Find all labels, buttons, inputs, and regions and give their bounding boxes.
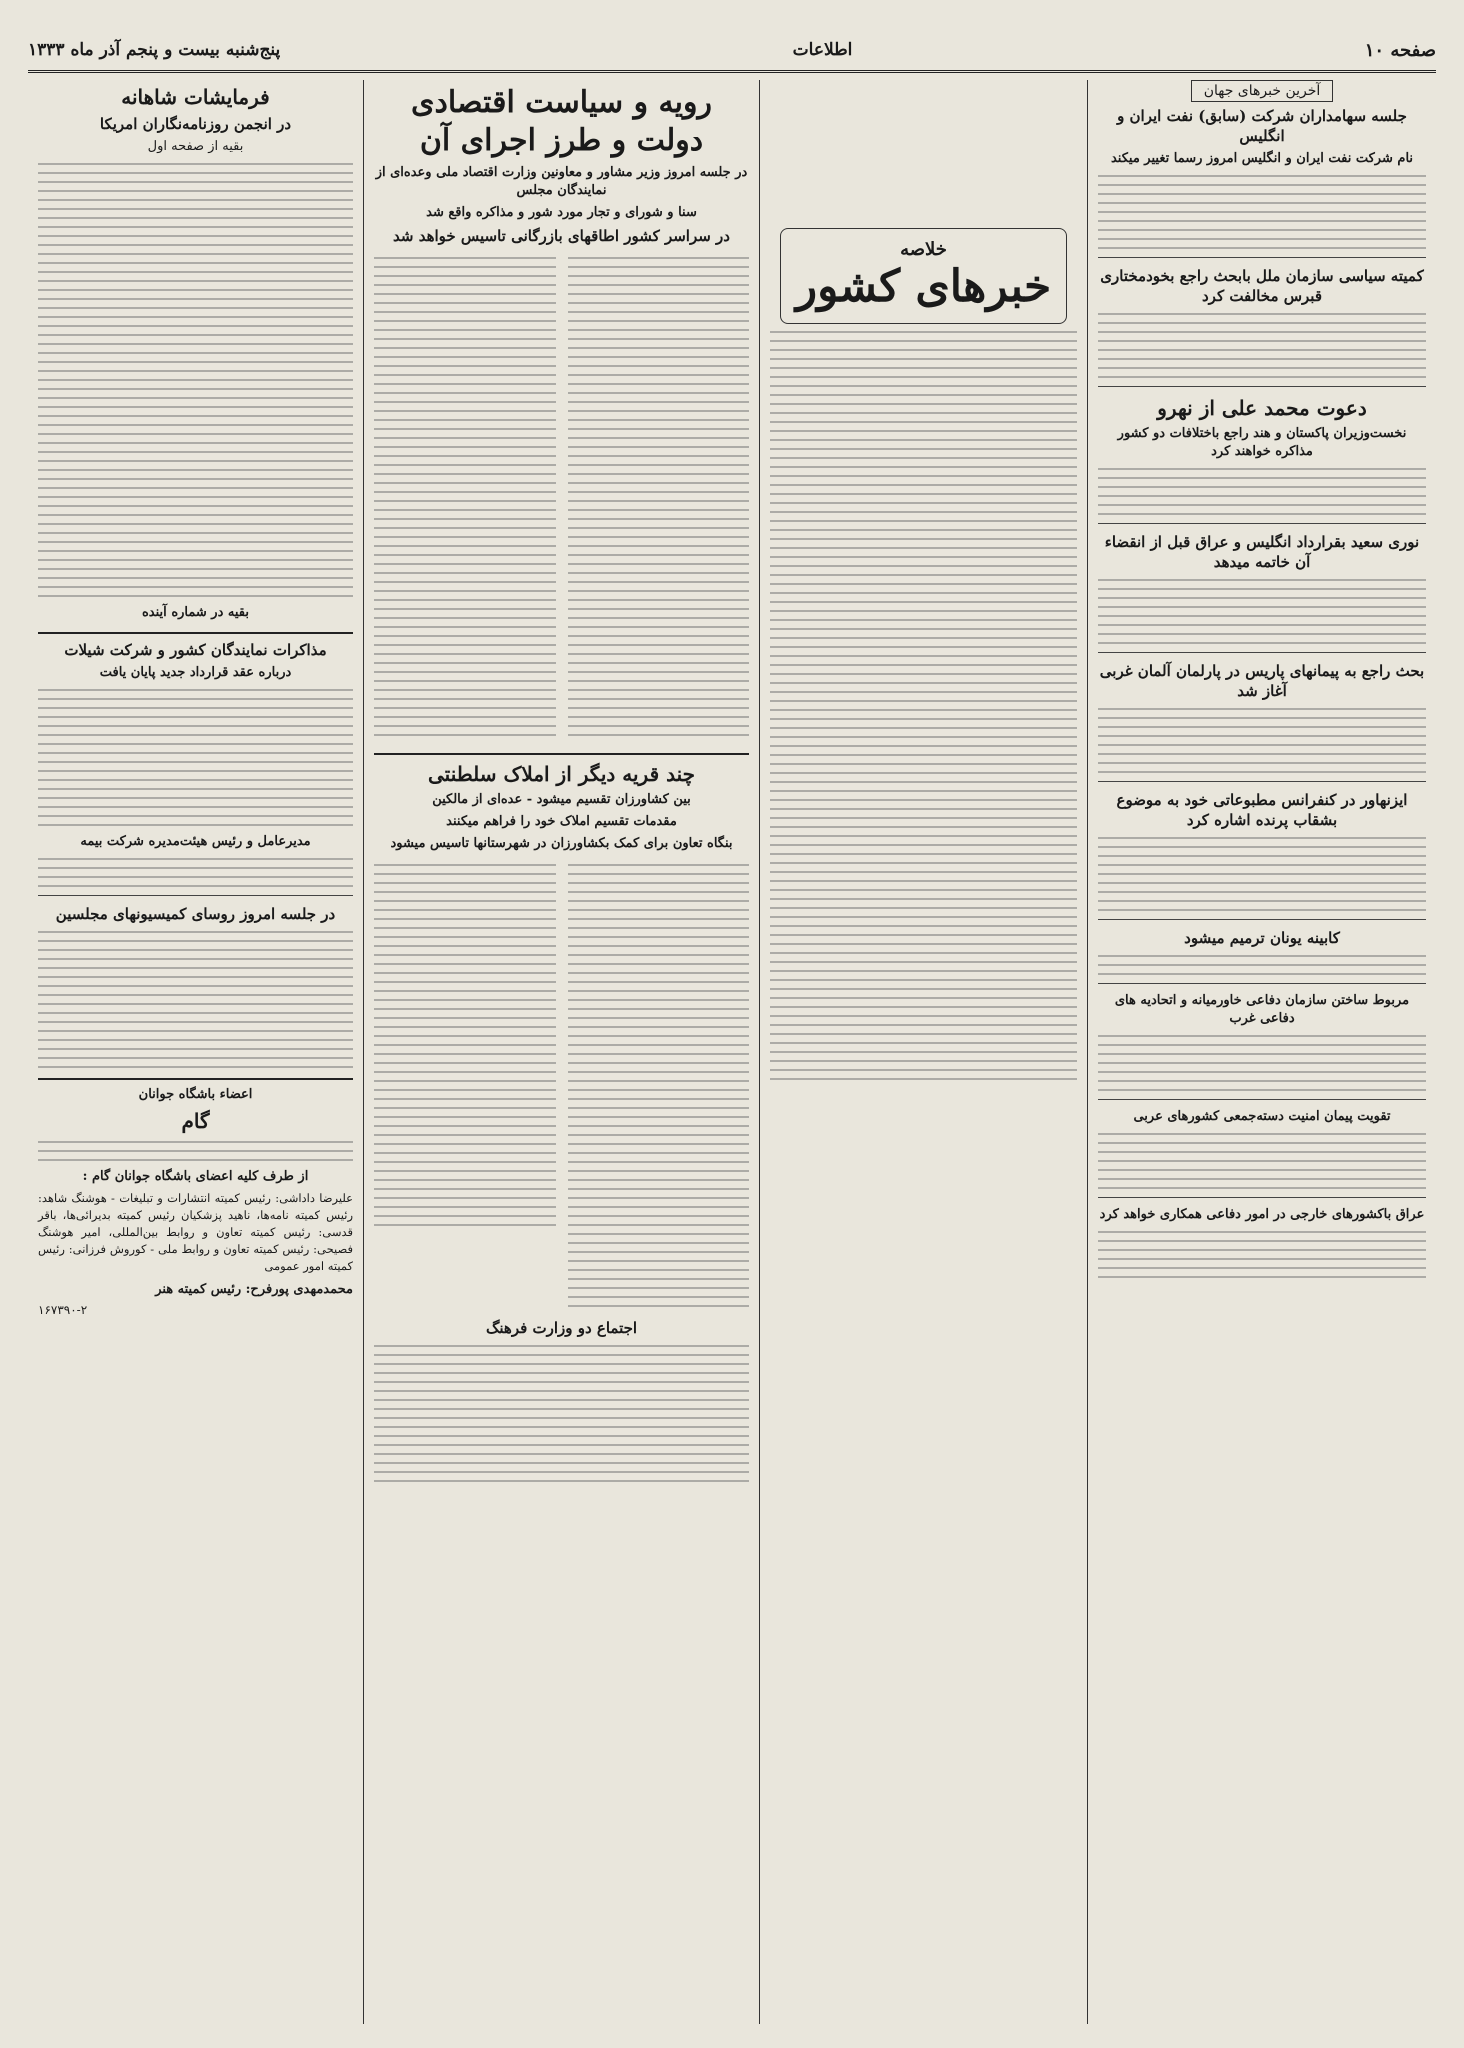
domestic-news-summary-title xyxy=(780,228,1067,324)
insurance-subtitle: مدیرعامل و رئیس هیئت‌مدیره شرکت بیمه xyxy=(80,834,311,849)
story-iraq-defense-title: عراق باکشورهای خارجی در امور دفاعی همکاری خواهد کرد xyxy=(1099,1207,1425,1222)
domestic-summary-column xyxy=(760,80,1088,2024)
royal-lands-title: چند قریه دیگر از املاک سلطنتی xyxy=(428,762,695,786)
story-cyprus-body xyxy=(1098,313,1426,378)
story-oil-subtitle: نام شرکت نفت ایران و انگلیس امروز رسما تغییر میکند xyxy=(1110,151,1414,166)
story-oil-body xyxy=(1098,175,1426,249)
issue-date: پنج‌شنبه بیست و پنجم آذر ماه ۱۳۳۳ xyxy=(28,40,281,60)
royal-remarks-column xyxy=(28,80,364,2024)
culture-meeting-body xyxy=(374,1345,749,1482)
main-subhead-3: در سراسر کشور اطاقهای بازرگانی تاسیس خواهد شد xyxy=(393,227,730,245)
story-eisenhower-title: ایزنهاور در کنفرانس مطبوعاتی خود به موضوع بشقاب پرنده اشاره کرد xyxy=(1116,791,1408,829)
story-nehru-body xyxy=(1098,468,1426,515)
story-defense-title: مربوط ساختن سازمان دفاعی خاورمیانه و اتحادیه های دفاعی غرب xyxy=(1114,993,1410,1026)
story-arab-pact-body xyxy=(1098,1133,1426,1189)
story-greece-title: کابینه یونان ترمیم میشود xyxy=(1184,929,1340,947)
story-arab-pact-title: تقویت پیمان امنیت دسته‌جمعی کشورهای عربی xyxy=(1133,1109,1391,1124)
story-cyprus-title: کمیته سیاسی سازمان ملل بابحث راجع بخودمختاری قبرس مخالفت کرد xyxy=(1100,267,1424,305)
story-iraq-treaty-title: نوری سعید بقرارداد انگلیس و عراق قبل از انقضاء آن خاتمه میدهد xyxy=(1104,533,1420,571)
fisheries-title: مذاکرات نمایندگان کشور و شرکت شیلات xyxy=(64,641,327,659)
summary-big-label: خبرهای کشور xyxy=(795,261,1052,312)
next-issue-label: بقیه در شماره آینده xyxy=(142,605,249,620)
commissions-title: در جلسه امروز روسای کمیسیونهای مجلسین xyxy=(55,905,336,923)
story-iraq-treaty-body xyxy=(1098,579,1426,644)
story-iraq-defense-body xyxy=(1098,1231,1426,1278)
club-subtitle: از طرف کلیه اعضای باشگاه جوانان گام : xyxy=(82,1169,309,1184)
club-title: اعضاء باشگاه جوانان xyxy=(138,1087,253,1102)
columns xyxy=(28,80,1436,2024)
royal-remarks-subtitle: در انجمن روزنامه‌نگاران امریکا xyxy=(99,115,292,133)
story-eisenhower-body xyxy=(1098,837,1426,911)
main-subhead-2: سنا و شورای و تجار مورد شور و مذاکره واقع شد xyxy=(426,205,697,220)
continued-label: بقیه از صفحه اول xyxy=(147,139,244,154)
story-greece-body xyxy=(1098,955,1426,975)
story-defense-body xyxy=(1098,1035,1426,1091)
club-member-names: علیرضا داداشی: رئیس کمیته انتشارات و تبلیغات - هوشنگ شاهد: رئیس کمیته نامه‌ها، ناهید پزشکیان رئیس کمیته بدیرائی‌ها، باقر قدسی: رئیس کمیته تعاون و روابط بین‌المللی، امیر هوشنگ فصیحی: رئیس کمیته تعاون و روابط ملی - کوروش فرزانی: رئیس کمیته امور عمومی xyxy=(38,1191,353,1273)
club-name: گام xyxy=(181,1109,210,1133)
summary-bullets xyxy=(770,331,1077,1080)
masthead xyxy=(28,30,1436,73)
world-news-column xyxy=(1088,80,1436,2024)
club-signature: محمدمهدی پورفرح: رئیس کمیته هنر xyxy=(155,1282,353,1297)
summary-small-label: خلاصه xyxy=(900,239,947,260)
culture-meeting-title: اجتماع دو وزارت فرهنگ xyxy=(485,1319,638,1337)
story-germany-body xyxy=(1098,708,1426,773)
royal-remarks-title: فرمایشات شاهانه xyxy=(121,85,270,109)
royal-lands-sub1: بین کشاورزان تقسیم میشود - عده‌ای از مالکین xyxy=(432,792,691,807)
main-subhead-1: در جلسه امروز وزیر مشاور و معاونین وزارت اقتصاد ملی وعده‌ای از نمایندگان مجلس xyxy=(375,165,748,198)
fisheries-subtitle: درباره عقد قرارداد جدید پایان یافت xyxy=(99,665,292,680)
royal-lands-body xyxy=(374,857,749,1314)
story-germany-title: بحث راجع به پیمانهای پاریس در پارلمان آلمان غربی آغاز شد xyxy=(1099,662,1425,700)
club-intro xyxy=(38,1141,353,1161)
page-number: صفحه ۱۰ xyxy=(1364,39,1436,61)
main-headline: رویه و سیاست اقتصادی دولت و طرز اجرای آن xyxy=(411,85,712,158)
royal-remarks-body xyxy=(38,163,353,597)
story-nehru-title: دعوت محمد علی از نهرو xyxy=(1157,396,1367,420)
insurance-body xyxy=(38,858,353,887)
story-oil-title: جلسه سهامداران شرکت (سابق) نفت ایران و انگلیس xyxy=(1117,107,1407,145)
royal-lands-sub2: مقدمات تقسیم املاک خود را فراهم میکنند xyxy=(446,814,677,829)
paper-name: اطلاعات xyxy=(792,40,853,60)
story-nehru-subtitle: نخست‌وزیران پاکستان و هند راجع باختلافات دو کشور مذاکره خواهند کرد xyxy=(1117,426,1407,459)
world-news-box-title: آخرین خبرهای جهان xyxy=(1191,80,1334,102)
royal-lands-sub3: بنگاه تعاون برای کمک بکشاورزان در شهرستانها تاسیس میشود xyxy=(390,836,733,851)
commissions-body xyxy=(38,931,353,1068)
economy-column xyxy=(364,80,760,2024)
main-story-body xyxy=(374,250,749,743)
ad-number: ۱۶۷۳۹۰-۲ xyxy=(38,1303,88,1317)
fisheries-body xyxy=(38,689,353,826)
